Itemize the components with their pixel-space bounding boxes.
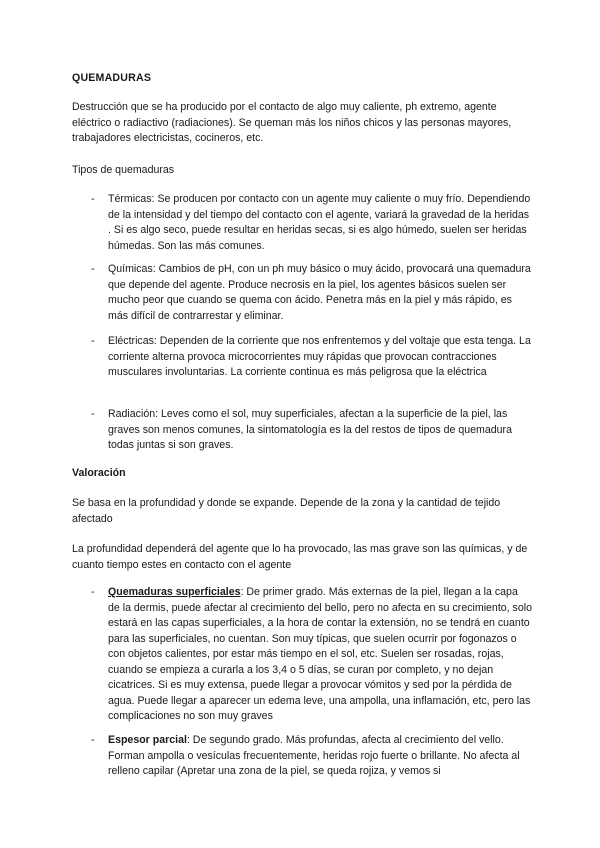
bullet-dash: -	[91, 408, 95, 420]
list-item-text	[108, 585, 532, 725]
page-title: QUEMADURAS	[72, 72, 152, 84]
list-item-text: Químicas: Cambios de pH, con un ph muy básico o muy ácido, provocará una quemadura que depende del agente. Produce necrosis en la piel, los agentes básicos suelen ser mucho peor que cuando se quema con ácido. Penetra más en la piel y más rápido, es más difícil de contrarrestar y eliminar.	[108, 263, 531, 322]
intro-paragraph: Destrucción que se ha producido por el contacto de algo muy caliente, ph extremo, agente eléctrico o radiactivo (radiaciones). Se queman más los niños chicos y las personas mayores, trabajadores electricistas, cocineros, etc.	[72, 101, 512, 144]
term-description: : De primer grado. Más externas de la piel, llegan a la capa de la dermis, puede afectar al crecimiento del bello, pero no afecta en su crecimiento, solo estará en las capas superficiales, a la hora de contar la extensión, no se tendrá en cuanto para las superficiales, no cuentan. Son muy típicas, que suelen ocurrir por fogonazos o con objetos calientes, por estar más tiempo en el sol, etc. Suelen ser rosadas, rojas, cuando se empieza a curarla a los 3,4 o 5 días, se curan por completo, y no dejan cicatrices. Si es muy extensa, puede llegar a provocar vómitos y sed por la pérdida de agua. Puede llegar a aparecer un edema leve, una ampolla, una inflamación, etc, pero las complicaciones no son muy graves	[108, 586, 532, 722]
bullet-dash: -	[91, 193, 95, 205]
list-item-text	[108, 733, 532, 780]
term-description: : De segundo grado. Más profundas, afecta al crecimiento del vello. Forman ampolla o vesículas frecuentemente, heridas rojo fuerte o brillante. No afecta al relleno capilar (Apretar una zona de la piel, se queda rojiza, y vemos si	[108, 734, 520, 777]
term-superficiales: Quemaduras superficiales	[108, 586, 241, 598]
bullet-dash: -	[91, 586, 95, 598]
bullet-dash: -	[91, 263, 95, 275]
bullet-dash: -	[91, 335, 95, 347]
list-item-text: Radiación: Leves como el sol, muy superficiales, afectan a la superficie de la piel, las graves son menos comunes, la sintomatología es la del restos de tipos de quemadura todas juntas si son graves.	[108, 408, 512, 451]
valoracion-paragraph-1: Se basa en la profundidad y donde se expande. Depende de la zona y la cantidad de tejido afectado	[72, 497, 501, 525]
list-item-text: Térmicas: Se producen por contacto con un agente muy caliente o muy frío. Dependiendo de la intensidad y del tiempo del contacto con el agente, variará la gravedad de la heridas . Si es algo seco, puede resultar en heridas secas, si es algo húmedo, suelen ser heridas húmedas. Son las más comunes.	[108, 193, 531, 252]
term-espesor-parcial: Espesor parcial	[108, 734, 187, 746]
tipos-heading: Tipos de quemaduras	[72, 164, 175, 176]
valoracion-paragraph-2: La profundidad dependerá del agente que lo ha provocado, las mas grave son las químicas, y de cuanto tiempo estes en contacto con el agente	[72, 543, 528, 571]
valoracion-heading: Valoración	[72, 467, 126, 479]
list-item-text: Eléctricas: Dependen de la corriente que nos enfrentemos y del voltaje que esta tenga. La corriente alterna provoca microcorrientes muy rápidas que provocan contracciones musculares involuntarias. La corriente continua es más peligrosa que la eléctrica	[108, 335, 531, 378]
bullet-dash: -	[91, 734, 95, 746]
